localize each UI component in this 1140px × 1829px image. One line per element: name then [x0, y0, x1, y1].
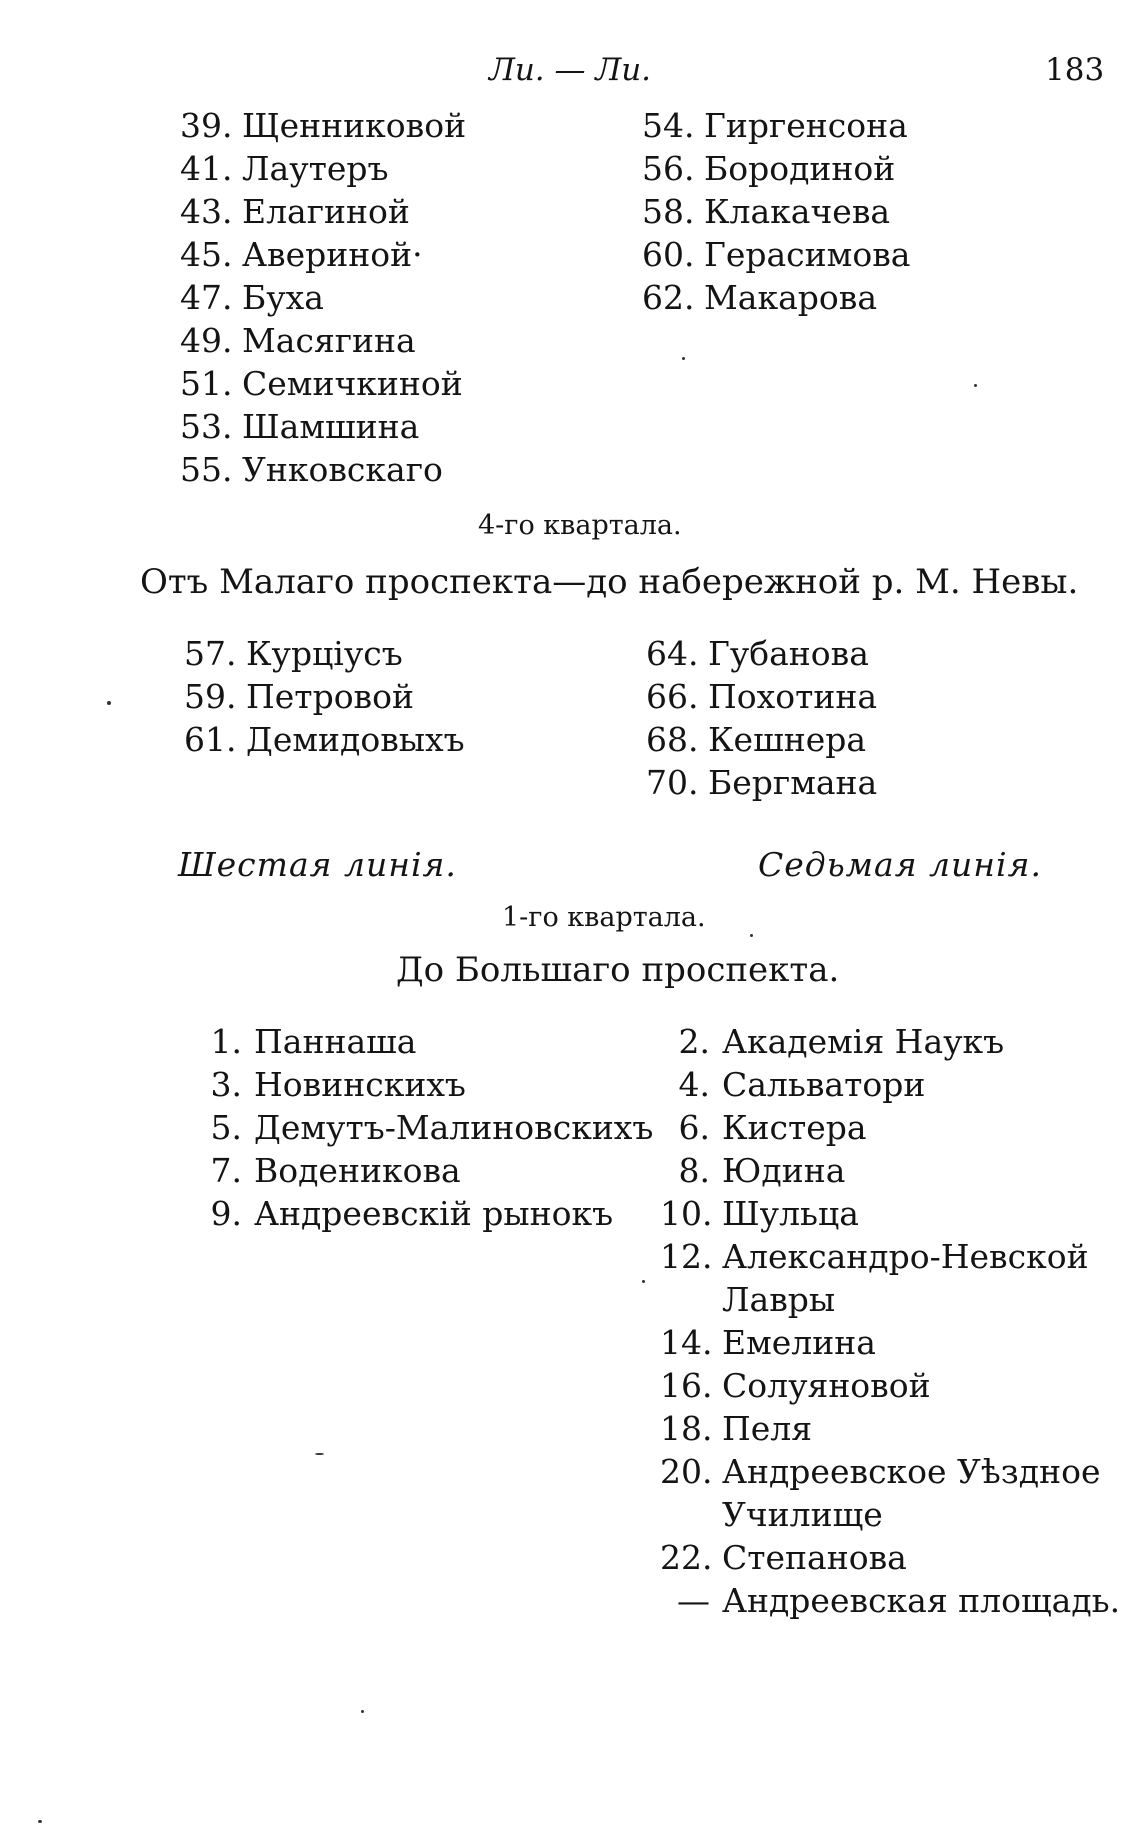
- entry-name: Андреевское Уѣздное: [722, 1452, 1101, 1491]
- entry-name: Буха: [242, 278, 324, 317]
- list-entry: [646, 718, 877, 761]
- list-entry: [660, 1536, 1120, 1579]
- entry-number: 62.: [642, 278, 695, 317]
- list-entry: [206, 1020, 653, 1063]
- entry-number: 59.: [184, 677, 237, 716]
- entry-name: Курціусъ: [246, 634, 403, 673]
- entry-number: 60.: [642, 235, 695, 274]
- entry-name: Паннаша: [254, 1022, 417, 1061]
- entry-number: 53.: [180, 407, 233, 446]
- list-entry: [660, 1020, 1120, 1063]
- entry-number: 68.: [646, 720, 699, 759]
- entry-number: 1.: [210, 1022, 242, 1061]
- entry-name: Солуяновой: [722, 1366, 931, 1405]
- list-entry: [180, 147, 466, 190]
- list-entry: [206, 1149, 653, 1192]
- list-entry: [660, 1063, 1120, 1106]
- list-entry: [180, 276, 466, 319]
- entry-number: 18.: [660, 1409, 713, 1448]
- entry-name: Похотина: [708, 677, 878, 716]
- entry-number: 54.: [642, 106, 695, 145]
- entry-name: Андреевская площадь.: [722, 1581, 1121, 1620]
- list-entry: [660, 1235, 1120, 1278]
- entry-name: Петровой: [246, 677, 414, 716]
- entry-name: Степанова: [722, 1538, 907, 1577]
- entry-name: Макарова: [704, 278, 878, 317]
- print-speck: [38, 1820, 42, 1823]
- entry-number: 10.: [660, 1194, 713, 1233]
- entry-name: Воденикова: [254, 1151, 461, 1190]
- list-entry: [660, 1493, 1120, 1536]
- entry-name: Щенниковой: [242, 106, 467, 145]
- entry-name: Бергмана: [708, 763, 878, 802]
- list-entry: [206, 1106, 653, 1149]
- print-speck: [682, 357, 685, 360]
- quarter1-heading: До Большаго проспекта.: [396, 950, 840, 990]
- print-speck: [642, 1280, 645, 1283]
- print-speck: [974, 384, 977, 387]
- entry-name: Бородиной: [704, 149, 896, 188]
- block1-left-column: [180, 104, 466, 491]
- list-entry: [646, 632, 877, 675]
- entry-number: 66.: [646, 677, 699, 716]
- list-entry: [184, 675, 465, 718]
- entry-number: 51.: [180, 364, 233, 403]
- list-entry: [206, 1192, 653, 1235]
- list-entry: [180, 319, 466, 362]
- print-speck: [107, 701, 111, 705]
- quarter4-left-column: [184, 632, 465, 761]
- quarter4-label: 4-го квартала.: [478, 510, 682, 541]
- list-entry: [660, 1407, 1120, 1450]
- list-entry: [646, 761, 877, 804]
- list-entry: [642, 147, 910, 190]
- entry-number: 45.: [180, 235, 233, 274]
- entry-number: 57.: [184, 634, 237, 673]
- print-speck: [315, 1453, 324, 1455]
- list-entry: [642, 104, 910, 147]
- entry-number: [660, 1278, 710, 1321]
- seventh-line-title: Седьмая линія.: [758, 845, 1042, 884]
- list-entry: [646, 675, 877, 718]
- entry-number: 49.: [180, 321, 233, 360]
- entry-number: 4.: [678, 1065, 710, 1104]
- entry-name: Юдина: [722, 1151, 846, 1190]
- block1-right-column: [642, 104, 910, 319]
- entry-name: Лавры: [722, 1280, 836, 1319]
- entry-name: Демидовыхъ: [246, 720, 465, 759]
- entry-name: Губанова: [708, 634, 869, 673]
- entry-name: Новинскихъ: [254, 1065, 466, 1104]
- quarter4-right-column: [646, 632, 877, 804]
- list-entry: [180, 233, 466, 276]
- entry-name: Авериной·: [242, 235, 423, 274]
- entry-number: [660, 1493, 710, 1536]
- running-header: Ли. — Ли.: [488, 52, 652, 88]
- entry-number: 7.: [210, 1151, 242, 1190]
- sixth-line-title: Шестая линія.: [178, 845, 457, 884]
- entry-number: 9.: [210, 1194, 242, 1233]
- list-entry: [184, 632, 465, 675]
- list-entry: [642, 190, 910, 233]
- entry-name: Гиргенсона: [704, 106, 908, 145]
- list-entry: [660, 1579, 1120, 1622]
- entry-number: 43.: [180, 192, 233, 231]
- entry-number: 3.: [210, 1065, 242, 1104]
- list-entry: [660, 1106, 1120, 1149]
- entry-number: 56.: [642, 149, 695, 188]
- list-entry: [180, 448, 466, 491]
- entry-name: Училище: [722, 1495, 883, 1534]
- print-speck: [361, 1710, 364, 1713]
- list-entry: [660, 1364, 1120, 1407]
- list-entry: [660, 1450, 1120, 1493]
- entry-name: Клакачева: [704, 192, 891, 231]
- quarter1-left-column: [206, 1020, 653, 1235]
- entry-name: Емелина: [722, 1323, 876, 1362]
- entry-name: Кешнера: [708, 720, 867, 759]
- list-entry: [660, 1278, 1120, 1321]
- list-entry: [180, 405, 466, 448]
- list-entry: [660, 1321, 1120, 1364]
- entry-name: Герасимова: [704, 235, 911, 274]
- quarter1-right-column: [660, 1020, 1120, 1622]
- entry-name: Академія Наукъ: [722, 1022, 1005, 1061]
- entry-number: 14.: [660, 1323, 713, 1362]
- entry-number: 6.: [678, 1108, 710, 1147]
- quarter4-heading: Отъ Малаго проспекта—до набережной р. М. Невы.: [140, 562, 1079, 602]
- entry-name: Сальватори: [722, 1065, 926, 1104]
- entry-number: 47.: [180, 278, 233, 317]
- entry-number: 12.: [660, 1237, 713, 1276]
- list-entry: [660, 1149, 1120, 1192]
- list-entry: [642, 276, 910, 319]
- entry-number: 55.: [180, 450, 233, 489]
- entry-number: 20.: [660, 1452, 713, 1491]
- entry-name: Пеля: [722, 1409, 813, 1448]
- entry-name: Андреевскій рынокъ: [254, 1194, 614, 1233]
- entry-number: 5.: [210, 1108, 242, 1147]
- entry-number: 39.: [180, 106, 233, 145]
- entry-number: 41.: [180, 149, 233, 188]
- list-entry: [180, 362, 466, 405]
- entry-number: 22.: [660, 1538, 713, 1577]
- entry-name: Демутъ-Малиновскихъ: [254, 1108, 654, 1147]
- list-entry: [660, 1192, 1120, 1235]
- list-entry: [642, 233, 910, 276]
- list-entry: [184, 718, 465, 761]
- entry-name: Семичкиной: [242, 364, 463, 403]
- entry-number: 70.: [646, 763, 699, 802]
- entry-name: Кистера: [722, 1108, 867, 1147]
- entry-name: Масягина: [242, 321, 416, 360]
- entry-name: Шульца: [722, 1194, 859, 1233]
- print-speck: [750, 934, 753, 937]
- entry-name: Шамшина: [242, 407, 420, 446]
- entry-number: 64.: [646, 634, 699, 673]
- entry-name: Лаутеръ: [242, 149, 389, 188]
- entry-number: 16.: [660, 1366, 713, 1405]
- entry-number: —: [677, 1581, 710, 1620]
- entry-number: 61.: [184, 720, 237, 759]
- entry-number: 8.: [678, 1151, 710, 1190]
- entry-number: 58.: [642, 192, 695, 231]
- entry-number: 2.: [678, 1022, 710, 1061]
- entry-name: Унковскаго: [242, 450, 443, 489]
- entry-name: Елагиной: [242, 192, 410, 231]
- list-entry: [180, 190, 466, 233]
- quarter1-label: 1-го квартала.: [502, 902, 706, 933]
- entry-name: Александро-Невской: [722, 1237, 1089, 1276]
- list-entry: [206, 1063, 653, 1106]
- list-entry: [180, 104, 466, 147]
- page-number: 183: [1045, 52, 1105, 88]
